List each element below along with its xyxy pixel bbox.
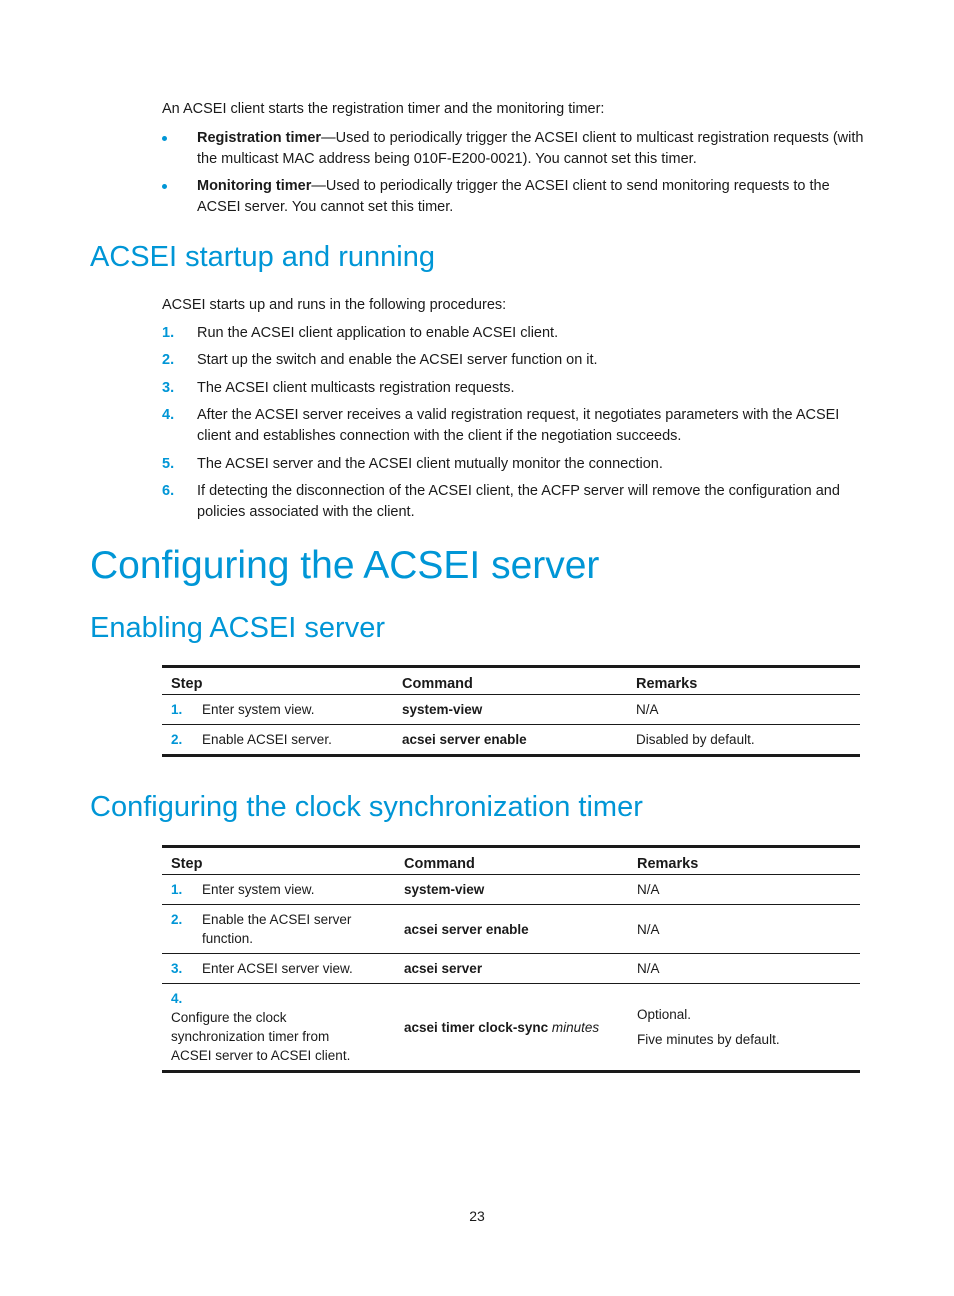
step-number: 3.	[171, 961, 183, 976]
column-header-command: Command	[395, 847, 628, 875]
list-number: 3.	[162, 380, 175, 396]
remarks-text: N/A	[628, 875, 860, 905]
table-row	[162, 954, 860, 984]
step-text: Enter ACSEI server view.	[202, 961, 353, 976]
step-number: 1.	[171, 702, 183, 717]
section-lead: ACSEI starts up and runs in the following procedures:	[162, 297, 507, 313]
list-number: 1.	[162, 325, 175, 341]
bullet-text: —Used to periodically trigger the ACSEI client to send monitoring requests to the ACSEI server. You cannot set this timer.	[197, 178, 830, 215]
command-text: system-view	[404, 882, 485, 897]
command-table	[162, 665, 860, 757]
step-text: Configure the clock synchronization timer from ACSEI server to ACSEI client.	[171, 1010, 351, 1063]
table-row	[162, 984, 860, 1072]
table-row	[162, 905, 860, 954]
step-number: 4.	[171, 991, 183, 1006]
list-item	[162, 481, 867, 523]
intro-text: An ACSEI client starts the registration timer and the monitoring timer:	[162, 101, 605, 117]
bullet-icon	[162, 184, 167, 189]
bullet-item	[162, 176, 867, 218]
remarks-text: N/A	[628, 954, 860, 984]
remarks-text: N/A	[628, 905, 860, 954]
column-header-step: Step	[162, 847, 395, 875]
command-table	[162, 845, 860, 1073]
list-number: 4.	[162, 407, 175, 423]
list-text: Start up the switch and enable the ACSEI server function on it.	[197, 352, 598, 368]
step-text: Enter system view.	[202, 702, 315, 717]
step-text: Enable ACSEI server.	[202, 732, 332, 747]
remarks-text: Optional.	[637, 1007, 692, 1022]
list-number: 2.	[162, 352, 175, 368]
list-item	[162, 405, 867, 447]
list-text: The ACSEI server and the ACSEI client mutually monitor the connection.	[197, 456, 663, 472]
step-text: Enter system view.	[202, 882, 315, 897]
remarks-text: N/A	[627, 695, 860, 725]
step-text: Enable the ACSEI server function.	[202, 912, 352, 946]
list-item	[162, 454, 867, 475]
command-text: acsei server enable	[404, 921, 529, 937]
list-text: Run the ACSEI client application to enable ACSEI client.	[197, 325, 559, 341]
column-header-remarks: Remarks	[627, 667, 860, 695]
column-header-command: Command	[393, 667, 627, 695]
list-text: If detecting the disconnection of the ACSEI client, the ACFP server will remove the configuration and policies associated with the client.	[197, 483, 840, 520]
column-header-step: Step	[162, 667, 393, 695]
step-number: 2.	[171, 912, 183, 927]
remarks-text: Disabled by default.	[636, 732, 755, 747]
chapter-title: Configuring the ACSEI server	[90, 544, 600, 587]
table-row	[162, 725, 860, 756]
bullet-term: Registration timer	[197, 130, 322, 146]
bullet-text: —Used to periodically trigger the ACSEI client to multicast registration requests (with the multicast MAC address being 010F-E200-0021). You cannot set this timer.	[197, 130, 864, 167]
command-text: acsei server	[404, 961, 483, 976]
command-argument: minutes	[551, 1019, 600, 1035]
list-item	[162, 323, 867, 344]
bullet-item	[162, 128, 867, 170]
list-item	[162, 378, 867, 399]
step-number: 1.	[171, 882, 183, 897]
step-number: 2.	[171, 732, 183, 747]
list-number: 6.	[162, 483, 175, 499]
page-number: 23	[469, 1208, 485, 1224]
bullet-term: Monitoring timer	[197, 178, 312, 194]
list-number: 5.	[162, 456, 175, 472]
section-heading: Configuring the clock synchronization timer	[90, 791, 643, 823]
command-text: acsei timer clock-sync	[404, 1019, 549, 1035]
command-text: acsei server enable	[402, 732, 527, 747]
table-row	[162, 875, 860, 905]
column-header-remarks: Remarks	[628, 847, 860, 875]
bullet-icon	[162, 136, 167, 141]
section-heading: Enabling ACSEI server	[90, 612, 385, 644]
command-text: system-view	[402, 702, 483, 717]
list-text: After the ACSEI server receives a valid registration request, it negotiates parameters with the ACSEI client and establishes connection with the client if the negotiation succeeds.	[197, 407, 840, 444]
list-text: The ACSEI client multicasts registration requests.	[197, 380, 515, 396]
table-row	[162, 695, 860, 725]
remarks-text: Five minutes by default.	[637, 1032, 780, 1047]
section-heading: ACSEI startup and running	[90, 241, 435, 273]
list-item	[162, 350, 867, 371]
